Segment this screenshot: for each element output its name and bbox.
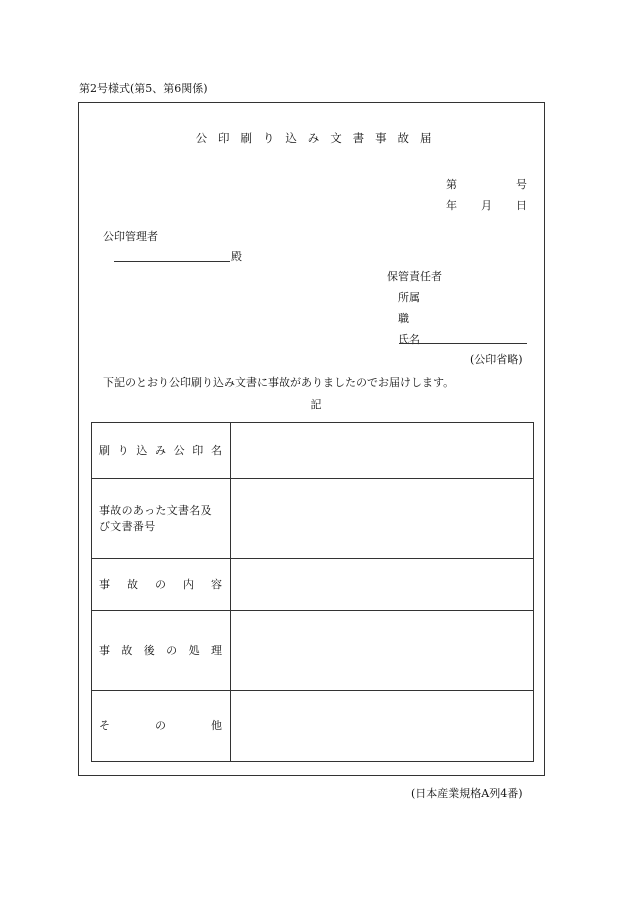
number-prefix: 第 [446,178,457,191]
title-char: 公 [195,131,219,145]
row-label-char: の [155,577,166,591]
row-label-char: 公 [173,443,185,457]
title-char: み [307,131,331,145]
row-label-char: の [155,719,166,732]
number-suffix: 号 [516,178,527,191]
table-row [92,559,534,611]
row-label-char: 処 [188,643,200,657]
row-label-char: 名 [210,443,222,457]
title-char: 刷 [240,131,263,145]
row-label-char: 内 [183,577,194,591]
row-label-char: 理 [210,643,222,657]
row-label-char: み [154,443,166,457]
addressee-honorific: 殿 [231,250,242,263]
row-label-seal-name [92,423,231,479]
title-char: 届 [419,131,443,145]
title-char: 文 [330,131,353,145]
row-value-document[interactable] [231,479,534,559]
row-label-char: 他 [211,719,222,732]
row-label-char: 事 [99,643,110,657]
name-label: 氏名 [398,333,420,346]
row-label-post-incident [92,611,231,691]
detail-table [91,422,534,762]
title-char: 書 [352,131,376,145]
table-row [92,691,534,762]
table-row [92,611,534,691]
row-label-char: 故 [127,577,138,591]
paper-size-note: (日本産業規格A列4番) [411,787,523,800]
date-year: 年 [446,199,457,212]
title-char: 事 [375,131,398,145]
title-char: 印 [218,131,241,145]
statement-text: 下記のとおり公印刷り込み文書に事故がありましたのでお届けします。 [103,376,455,389]
row-label-char: 刷 [99,443,110,457]
row-value-other[interactable] [231,691,534,762]
row-label-char: 事 [99,577,110,591]
table-row [92,423,534,479]
row-label-char: 容 [211,577,222,591]
row-label-char: 故 [121,643,133,657]
row-label-text: 事故のあった文書名及び文書番号 [99,503,212,533]
row-label-incident-details [92,559,231,611]
row-label-other [92,691,231,762]
row-label-char: 込 [136,443,148,457]
ki-heading: 記 [310,398,322,411]
form-number-label: 第2号様式(第5、第6関係) [79,82,208,95]
row-value-incident-details[interactable] [231,559,534,611]
affiliation-label: 所属 [398,291,420,304]
position-label: 職 [398,312,409,325]
date-day: 日 [516,199,527,212]
title-char: 故 [397,131,420,145]
row-value-seal-name[interactable] [231,423,534,479]
seal-omitted-note: (公印省略) [470,353,523,366]
table-row [92,479,534,559]
addressee-name-line[interactable] [114,261,230,262]
addressee-role: 公印管理者 [103,230,158,243]
row-label-char: 後 [143,643,155,657]
row-label-char: 印 [192,443,204,457]
name-line[interactable] [399,343,527,344]
row-label-char: り [117,443,129,457]
row-value-post-incident[interactable] [231,611,534,691]
title-char: 込 [285,131,308,145]
title-char: り [262,131,286,145]
custodian-role: 保管責任者 [387,270,442,283]
row-label-char: の [166,643,178,657]
date-month: 月 [481,199,492,212]
document-title [0,130,630,146]
row-label-document [92,479,231,559]
row-label-char: そ [99,719,110,732]
